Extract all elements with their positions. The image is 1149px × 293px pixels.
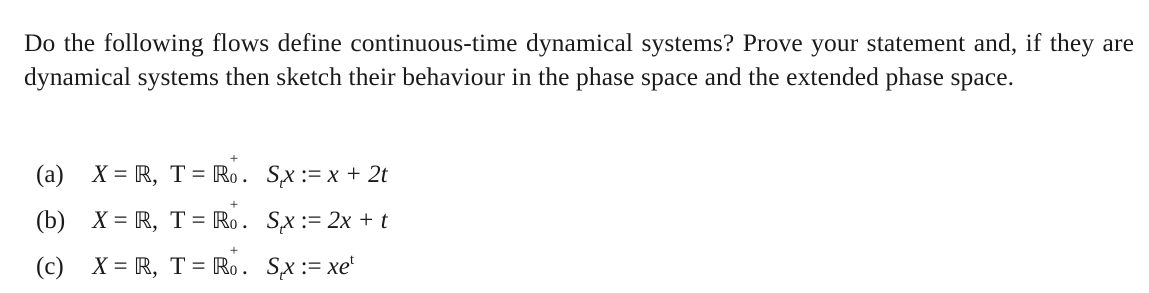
time-sup: + — [229, 197, 239, 214]
flow-arg: x — [283, 161, 295, 188]
flow-lhs: S — [266, 253, 280, 280]
flow-rhs: 2x + t — [327, 207, 388, 234]
item-label: (c) — [36, 253, 64, 280]
time-set: ℝ — [211, 162, 230, 188]
flow-rhs-base: xe — [327, 253, 350, 280]
flow-rhs: x + 2t — [327, 161, 388, 188]
space-set: ℝ — [133, 208, 152, 234]
time-var: T — [170, 207, 186, 234]
problem-item-c: (c) X = ℝ, T = ℝ + 0 . $S_tx$ := $xe^t$ — [36, 244, 1036, 290]
space-var: X — [92, 161, 108, 188]
time-set: ℝ — [211, 208, 230, 234]
flow-sub: t — [279, 176, 284, 192]
assign-op: := — [300, 253, 322, 280]
assign-op: := — [300, 161, 322, 188]
flow-lhs: S — [266, 161, 280, 188]
space-set: ℝ — [133, 254, 152, 280]
problem-item-b: (b) X = ℝ, T = ℝ + 0 . $S_tx$ := 2x + t — [36, 198, 1036, 244]
time-sub: 0 — [229, 171, 238, 188]
space-set: ℝ — [133, 162, 152, 188]
time-sub: 0 — [229, 217, 238, 234]
time-var: T — [170, 161, 186, 188]
time-set: ℝ — [211, 254, 230, 280]
problem-item-a: (a) X = ℝ, T = ℝ + 0 . $S_tx$ := x + 2t — [36, 152, 1036, 198]
flow-arg: x — [283, 207, 295, 234]
time-var: T — [170, 253, 186, 280]
space-var: X — [92, 207, 108, 234]
flow-lhs: S — [266, 207, 280, 234]
space-var: X — [92, 253, 108, 280]
problem-items — [36, 152, 1036, 290]
assign-op: := — [300, 207, 322, 234]
flow-rhs-exponent: t — [349, 252, 354, 268]
time-sup: + — [229, 243, 239, 260]
flow-arg: x — [283, 253, 295, 280]
item-label: (b) — [36, 207, 66, 234]
item-label: (a) — [36, 161, 64, 188]
flow-sub: t — [279, 222, 284, 238]
problem-statement: Do the following flows define continuous-time dynamical systems? Prove your statement and, if they are dynamical systems then sketch their behaviour in the phase space and the extended phase space. — [24, 28, 1134, 91]
time-sup: + — [229, 151, 239, 168]
time-sub: 0 — [229, 263, 238, 280]
flow-sub: t — [279, 268, 284, 284]
